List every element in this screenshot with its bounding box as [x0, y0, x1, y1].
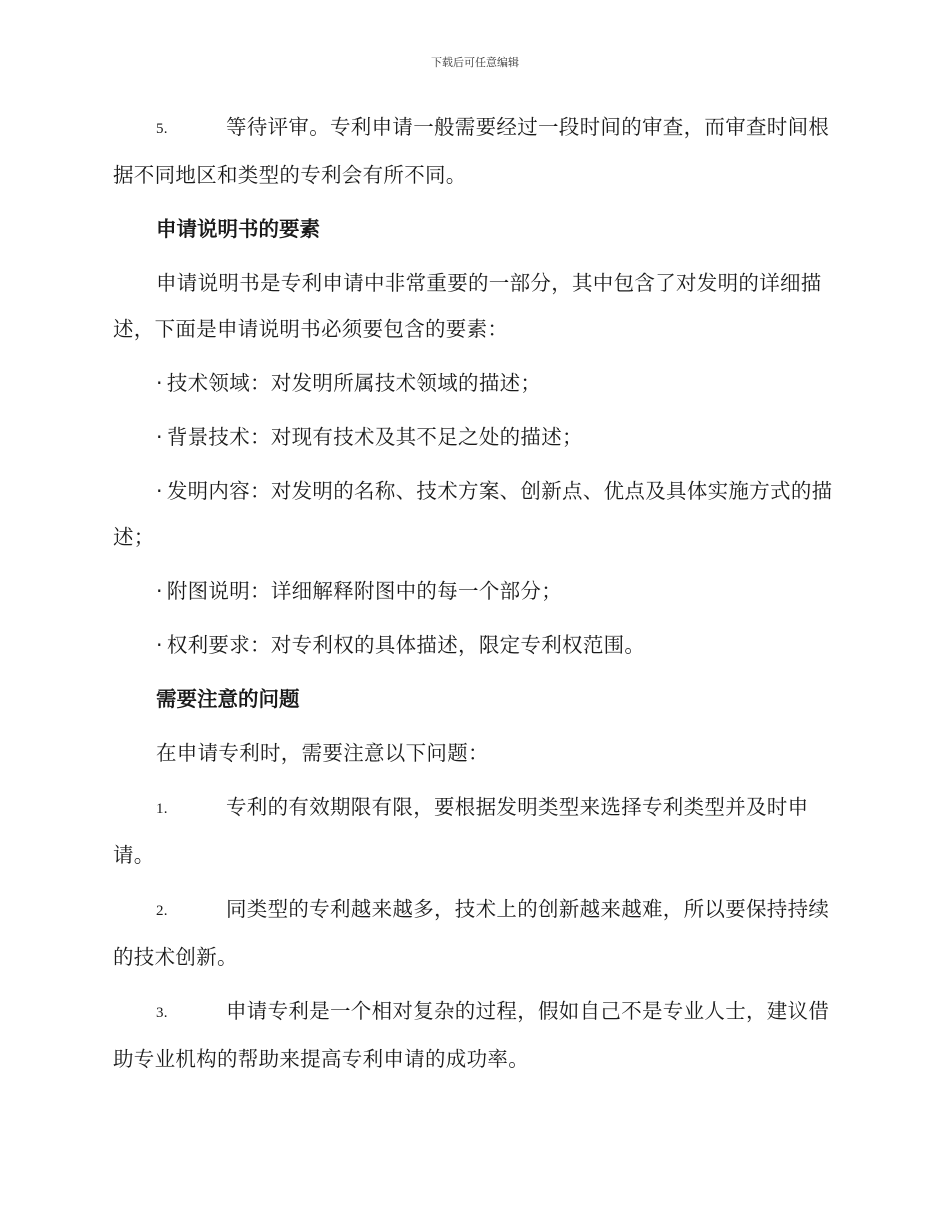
- bullet-item: · 发明内容：对发明的名称、技术方案、创新点、优点及具体实施方式的描述；: [113, 479, 833, 549]
- item-text: 同类型的专利越来越多，技术上的创新越来越难，所以要保持持续的技术创新。: [113, 897, 830, 969]
- item-number: 1.: [156, 801, 168, 817]
- section-intro-spec: 申请说明书是专利申请中非常重要的一部分，其中包含了对发明的详细描述，下面是申请说明书必须要包含的要素：: [113, 271, 822, 341]
- bullet-item: · 背景技术：对现有技术及其不足之处的描述；: [156, 425, 583, 449]
- item-number: 3.: [156, 1005, 168, 1021]
- numbered-item: [113, 886, 838, 980]
- step-number: 5.: [156, 121, 168, 137]
- section-intro-notes: 在申请专利时，需要注意以下问题：: [156, 741, 489, 765]
- step-item-5: [113, 104, 838, 198]
- item-number: 2.: [156, 903, 168, 919]
- bullet-icon: ·: [156, 479, 163, 503]
- bullet-icon: ·: [156, 633, 163, 657]
- item-text: 专利的有效期限有限，要根据发明类型来选择专利类型并及时申请。: [113, 795, 809, 867]
- bullet-item: · 附图说明：详细解释附图中的每一个部分；: [156, 579, 563, 603]
- bullet-item: · 技术领域：对发明所属技术领域的描述；: [156, 371, 542, 395]
- numbered-item: [113, 784, 838, 878]
- bullet-icon: ·: [156, 425, 163, 449]
- numbered-item: [113, 988, 838, 1082]
- bullet-item: · 权利要求：对专利权的具体描述，限定专利权范围。: [156, 633, 646, 657]
- step-text: 等待评审。专利申请一般需要经过一段时间的审查，而审查时间根据不同地区和类型的专利会有所不同。: [113, 115, 830, 187]
- page-header: 下载后可任意编辑: [431, 56, 519, 69]
- bullet-icon: ·: [156, 579, 163, 603]
- section-heading-spec-elements: 申请说明书的要素: [156, 217, 320, 241]
- document-body: [113, 104, 838, 1090]
- item-text: 申请专利是一个相对复杂的过程，假如自己不是专业人士，建议借助专业机构的帮助来提高专利申请的成功率。: [113, 999, 830, 1071]
- bullet-icon: ·: [156, 371, 163, 395]
- section-heading-notes: 需要注意的问题: [156, 687, 300, 711]
